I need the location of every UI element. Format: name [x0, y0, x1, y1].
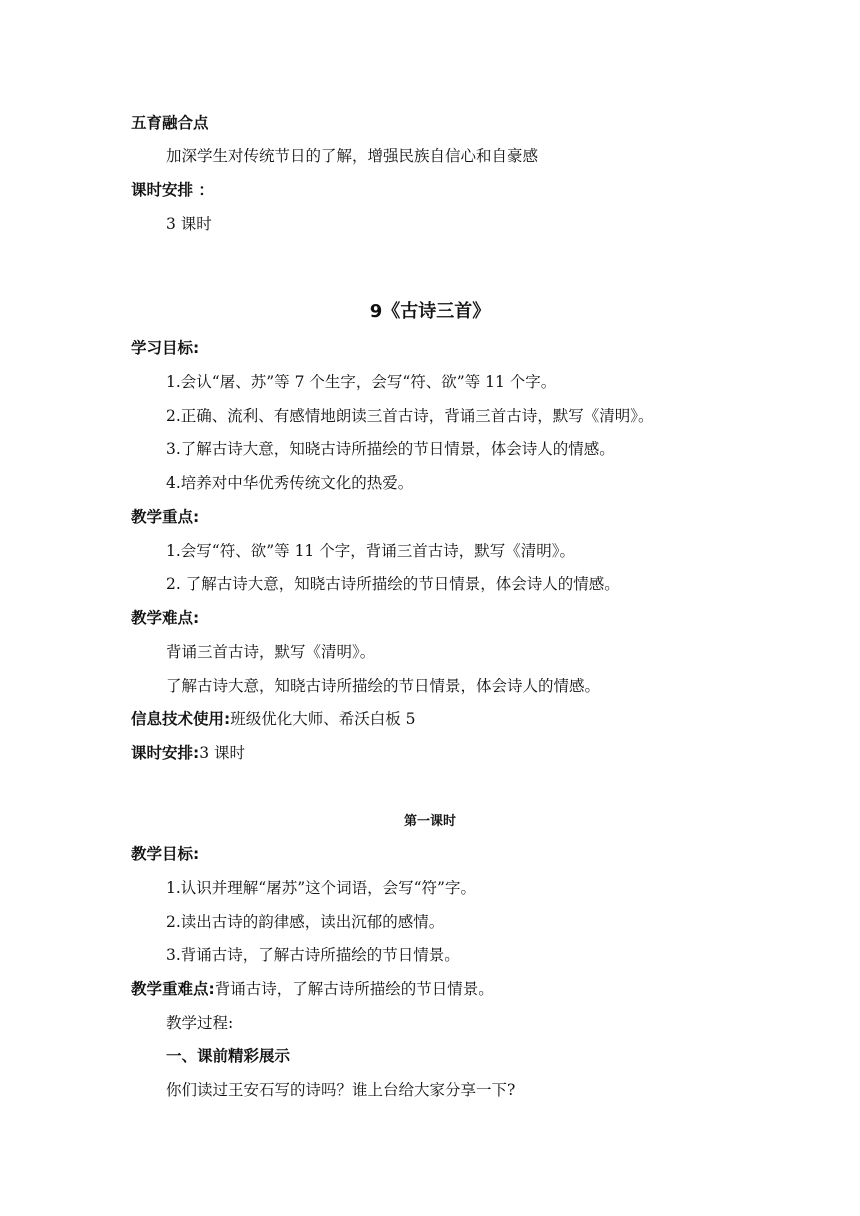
- teaching-goal-item: 3.背诵古诗，了解古诗所描绘的节日情景。: [166, 946, 460, 964]
- section-text-schedule: 3 课时: [166, 215, 212, 233]
- key-point-item: 2. 了解古诗大意，知晓古诗所描绘的节日情景，体会诗人的情感。: [166, 575, 620, 593]
- teaching-process-label: 教学过程:: [166, 1014, 234, 1032]
- section-heading-wuyu: 五育融合点: [131, 114, 209, 132]
- goal-item: 3.了解古诗大意，知晓古诗所描绘的节日情景，体会诗人的情感。: [166, 440, 615, 458]
- tech-usage-line: [131, 708, 416, 730]
- lesson-schedule-label: 课时安排:: [131, 744, 200, 762]
- tech-usage-label: 信息技术使用:: [131, 710, 231, 728]
- tech-usage-value: 班级优化大师、希沃白板 5: [230, 710, 416, 728]
- section-heading-schedule: 课时安排 ：: [131, 181, 214, 199]
- teaching-goal-item: 2.读出古诗的韵律感，读出沉郁的感情。: [166, 913, 445, 931]
- section-text-wuyu: 加深学生对传统节日的了解，增强民族自信心和自豪感: [166, 147, 539, 165]
- difficult-points-heading: 教学难点:: [131, 609, 200, 627]
- key-difficult-value: 背诵古诗，了解古诗所描绘的节日情景。: [214, 980, 494, 998]
- goals-heading: 学习目标:: [131, 339, 200, 357]
- difficult-point-item: 背诵三首古诗，默写《清明》。: [166, 643, 376, 661]
- lesson-title: 9《古诗三首》: [369, 301, 491, 322]
- goal-item: 4.培养对中华优秀传统文化的热爱。: [166, 474, 414, 492]
- key-point-item: 1.会写“符、欲”等 11 个字，背诵三首古诗，默写《清明》。: [166, 542, 575, 560]
- key-points-heading: 教学重点:: [131, 508, 200, 526]
- difficult-point-item: 了解古诗大意，知晓古诗所描绘的节日情景，体会诗人的情感。: [166, 677, 601, 695]
- part1-text: 你们读过王安石写的诗吗？谁上台给大家分享一下?: [166, 1081, 516, 1099]
- lesson-schedule-line: [131, 742, 245, 764]
- key-difficult-line: [131, 978, 494, 1000]
- goal-item: 1.会认“屠、苏”等 7 个生字，会写“符、欲”等 11 个字。: [166, 373, 557, 391]
- key-difficult-label: 教学重难点:: [131, 980, 215, 998]
- teaching-goals-heading: 教学目标:: [131, 845, 200, 863]
- teaching-goal-item: 1.认识并理解“屠苏”这个词语，会写“符”字。: [166, 879, 476, 897]
- first-class-subtitle: 第一课时: [403, 814, 456, 829]
- part1-heading: 一、课前精彩展示: [166, 1047, 291, 1065]
- goal-item: 2.正确、流利、有感情地朗读三首古诗，背诵三首古诗，默写《清明》。: [166, 407, 654, 425]
- lesson-schedule-value: 3 课时: [199, 744, 245, 762]
